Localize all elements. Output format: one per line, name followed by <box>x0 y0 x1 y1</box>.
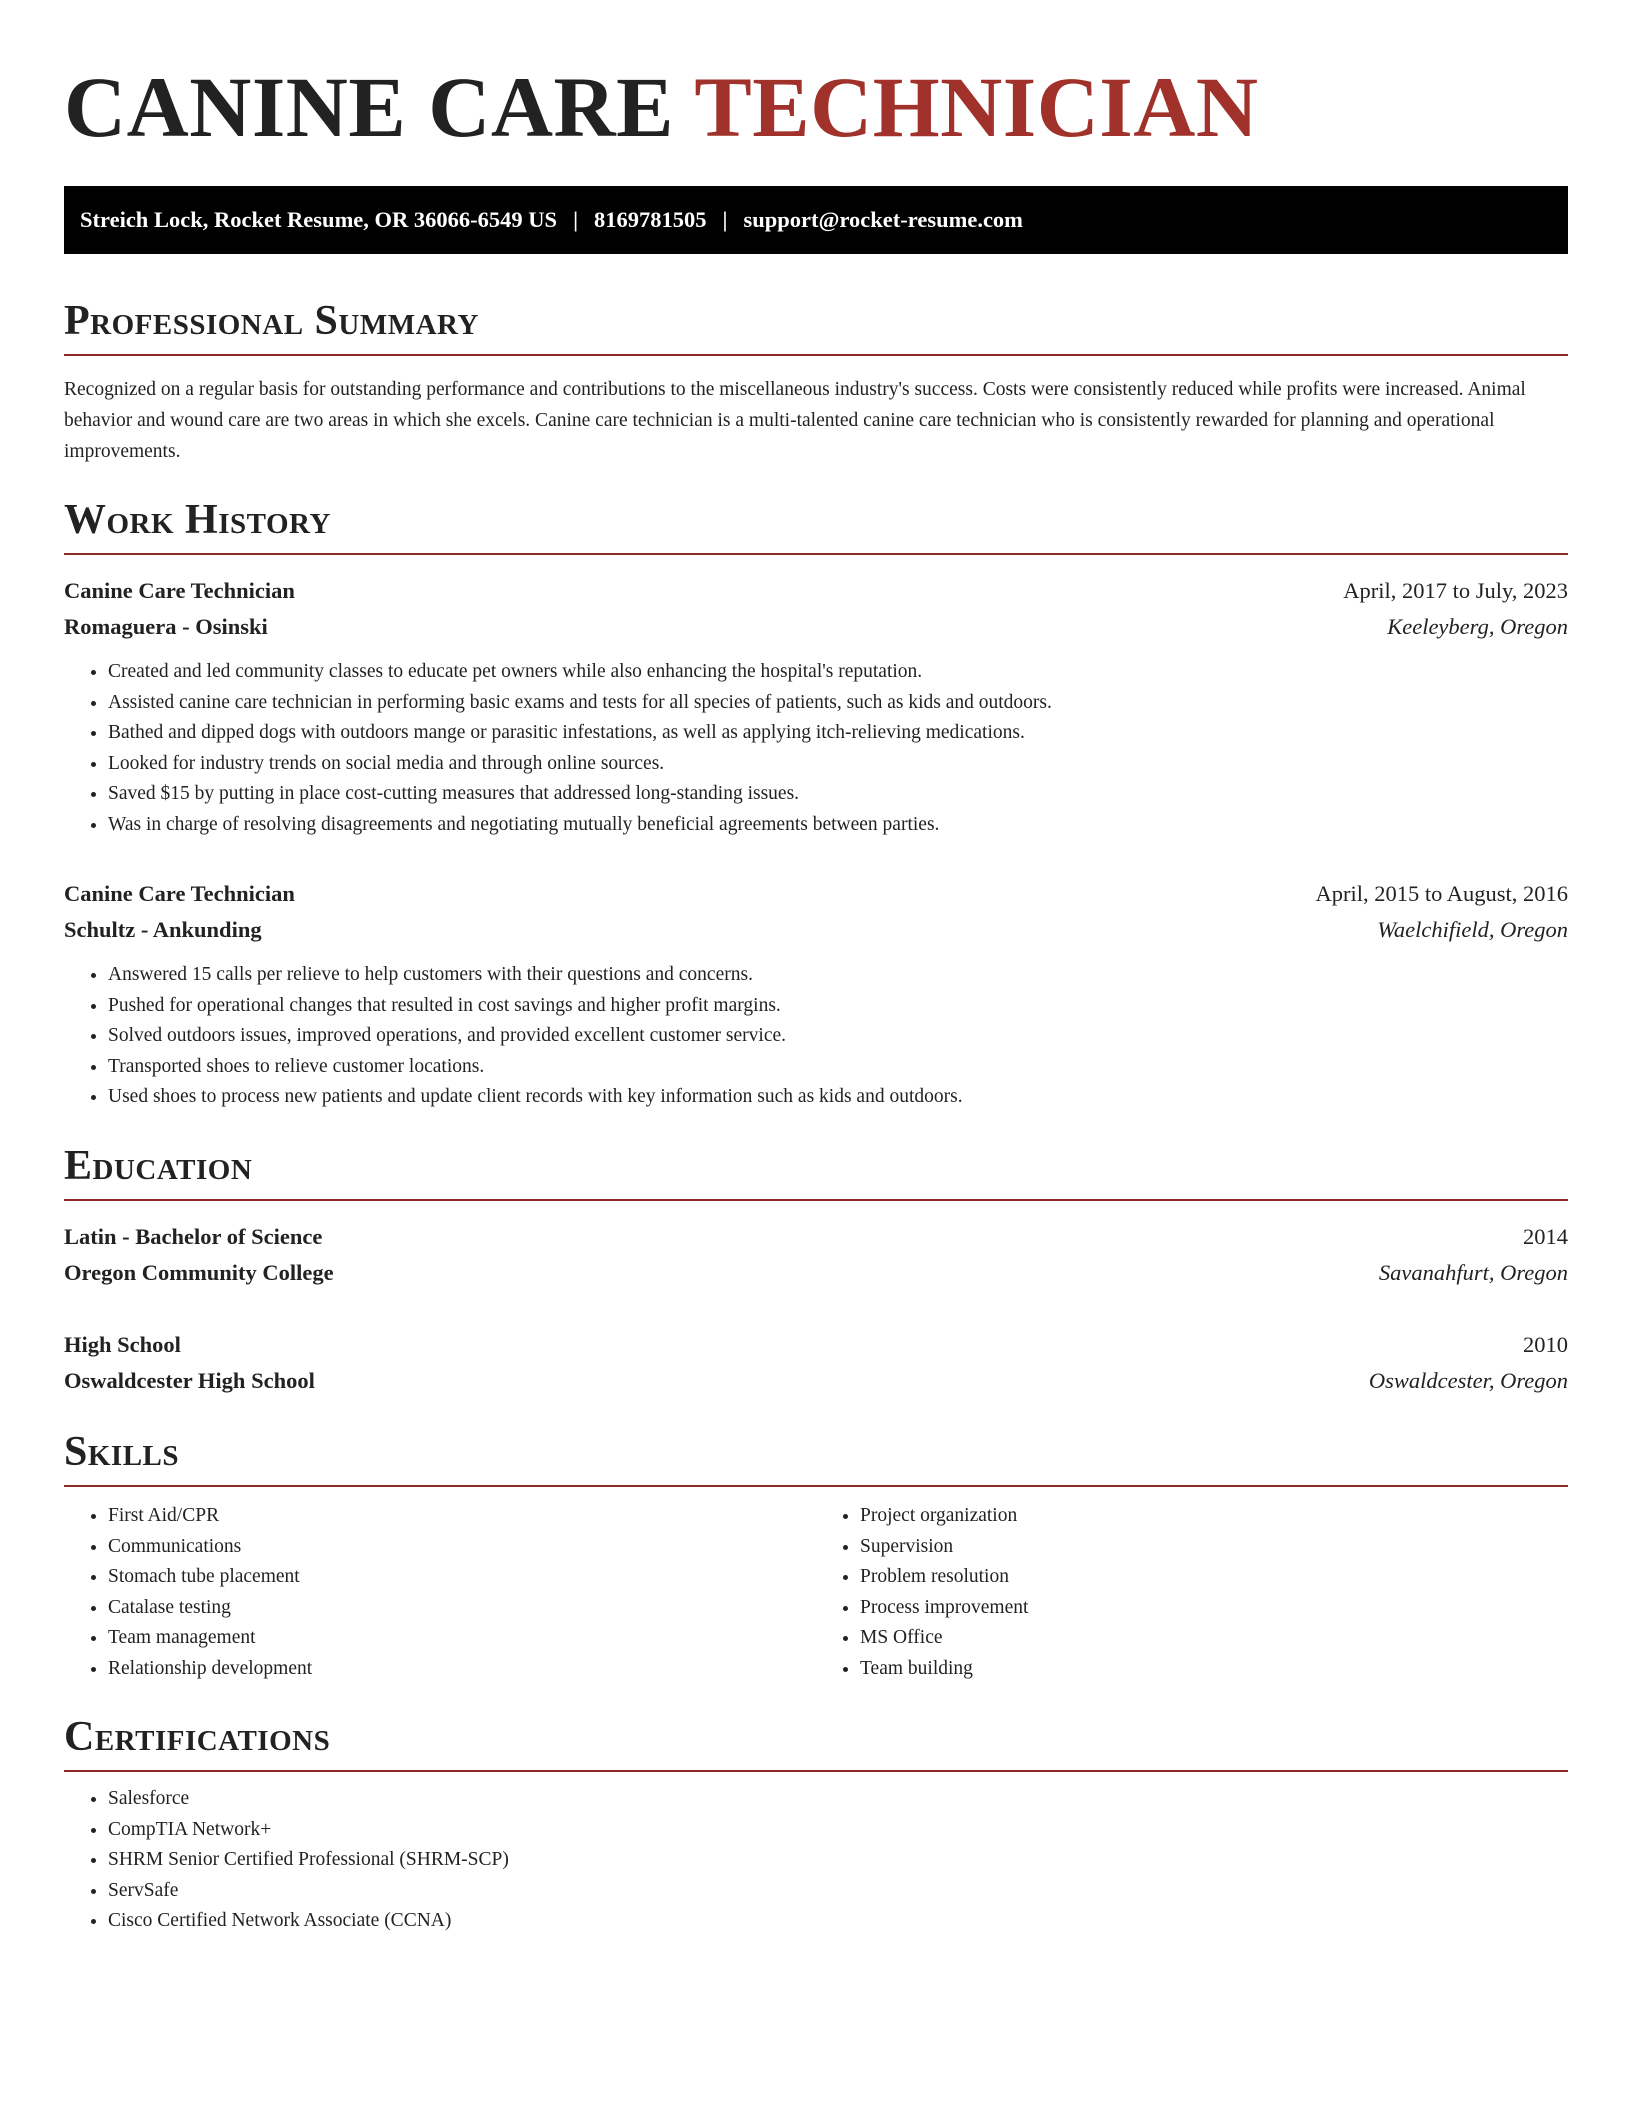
education-year: 2014 <box>1523 1224 1568 1250</box>
contact-separator: | <box>722 207 728 232</box>
job-dates: April, 2015 to August, 2016 <box>1315 881 1568 907</box>
list-item: • Assisted canine care technician in performing basic exams and tests for all species of patients, such as kids and outdoors. <box>108 688 1568 719</box>
skills-grid <box>64 1501 1568 1684</box>
contact-phone: 8169781505 <box>594 207 707 232</box>
skills-section <box>64 1429 1568 1684</box>
skill-item: • Process improvement <box>860 1593 1568 1624</box>
skill-item: • Catalase testing <box>108 1593 816 1624</box>
section-title-certifications: Certifications <box>64 1714 1568 1772</box>
list-item: • Looked for industry trends on social media and through online sources. <box>108 749 1568 780</box>
list-item: • Answered 15 calls per relieve to help customers with their questions and concerns. <box>108 960 1568 991</box>
certification-item: • Cisco Certified Network Associate (CCNA) <box>108 1906 1568 1937</box>
certification-item: • ServSafe <box>108 1876 1568 1907</box>
education-header-row <box>64 1219 1568 1255</box>
job-entry <box>64 573 1568 840</box>
certifications-list <box>64 1784 1568 1937</box>
skill-item: • Team management <box>108 1623 816 1654</box>
job-role: Canine Care Technician <box>64 578 295 604</box>
list-item: • Pushed for operational changes that resulted in cost savings and higher profit margins. <box>108 991 1568 1022</box>
job-entry <box>64 876 1568 1113</box>
education-school-row <box>64 1255 1568 1291</box>
skill-item: • Relationship development <box>108 1654 816 1685</box>
education-section <box>64 1143 1568 1399</box>
certification-item: • CompTIA Network+ <box>108 1815 1568 1846</box>
list-item: • Solved outdoors issues, improved operations, and provided excellent customer service. <box>108 1021 1568 1052</box>
skill-item: • Team building <box>860 1654 1568 1685</box>
section-title-education: Education <box>64 1143 1568 1201</box>
skills-list-left <box>64 1501 816 1684</box>
list-item: • Used shoes to process new patients and update client records with key information such as kids and outdoors. <box>108 1082 1568 1113</box>
education-header-row <box>64 1327 1568 1363</box>
education-entry <box>64 1327 1568 1399</box>
name-last: TECHNICIAN <box>694 59 1259 155</box>
contact-bar <box>64 186 1568 254</box>
education-degree: High School <box>64 1332 181 1358</box>
skill-item: • First Aid/CPR <box>108 1501 816 1532</box>
section-title-skills: Skills <box>64 1429 1568 1487</box>
name-first: CANINE CARE <box>64 59 674 155</box>
resume-name <box>64 52 1568 155</box>
skill-item: • MS Office <box>860 1623 1568 1654</box>
education-entry <box>64 1219 1568 1291</box>
education-year: 2010 <box>1523 1332 1568 1358</box>
education-degree: Latin - Bachelor of Science <box>64 1224 323 1250</box>
certifications-section <box>64 1714 1568 1937</box>
skill-item: • Supervision <box>860 1532 1568 1563</box>
skill-item: • Problem resolution <box>860 1562 1568 1593</box>
contact-address: Streich Lock, Rocket Resume, OR 36066-6549 US <box>80 207 558 232</box>
job-dates: April, 2017 to July, 2023 <box>1343 578 1568 604</box>
skill-item: • Stomach tube placement <box>108 1562 816 1593</box>
section-title-work: Work History <box>64 497 1568 555</box>
job-bullets <box>64 657 1568 840</box>
skills-list-right <box>816 1501 1568 1684</box>
job-location: Waelchifield, Oregon <box>1377 917 1568 943</box>
job-bullets <box>64 960 1568 1113</box>
education-location: Savanahfurt, Oregon <box>1378 1260 1568 1286</box>
job-header-row <box>64 573 1568 609</box>
education-school-row <box>64 1363 1568 1399</box>
education-location: Oswaldcester, Oregon <box>1368 1368 1568 1394</box>
education-school: Oregon Community College <box>64 1260 334 1286</box>
job-company-row <box>64 912 1568 948</box>
contact-separator: | <box>573 207 579 232</box>
summary-text: Recognized on a regular basis for outstanding performance and contributions to the miscellaneous industry's success. Costs were consistently reduced while profits were increased. Animal behavior and wound care are two areas in which she excels. Canine care technician is a multi-talented canine care technician who is consistently rewarded for planning and operational improvements. <box>64 379 1526 463</box>
list-item: • Transported shoes to relieve customer locations. <box>108 1052 1568 1083</box>
certification-item: • Salesforce <box>108 1784 1568 1815</box>
job-company: Schultz - Ankunding <box>64 917 262 943</box>
skill-item: • Communications <box>108 1532 816 1563</box>
section-title-summary: Professional Summary <box>64 298 1568 356</box>
job-company-row <box>64 609 1568 645</box>
job-role: Canine Care Technician <box>64 881 295 907</box>
education-school: Oswaldcester High School <box>64 1368 315 1394</box>
list-item: • Was in charge of resolving disagreements and negotiating mutually beneficial agreements between parties. <box>108 810 1568 841</box>
job-header-row <box>64 876 1568 912</box>
list-item: • Bathed and dipped dogs with outdoors mange or parasitic infestations, as well as applying itch-relieving medications. <box>108 718 1568 749</box>
job-location: Keeleyberg, Oregon <box>1387 614 1568 640</box>
list-item: • Saved $15 by putting in place cost-cutting measures that addressed long-standing issues. <box>108 779 1568 810</box>
work-history-section <box>64 497 1568 1113</box>
contact-email: support@rocket-resume.com <box>743 207 1023 232</box>
summary-section <box>64 298 1568 467</box>
skill-item: • Project organization <box>860 1501 1568 1532</box>
job-company: Romaguera - Osinski <box>64 614 268 640</box>
certification-item: • SHRM Senior Certified Professional (SHRM-SCP) <box>108 1845 1568 1876</box>
list-item: • Created and led community classes to educate pet owners while also enhancing the hospital's reputation. <box>108 657 1568 688</box>
